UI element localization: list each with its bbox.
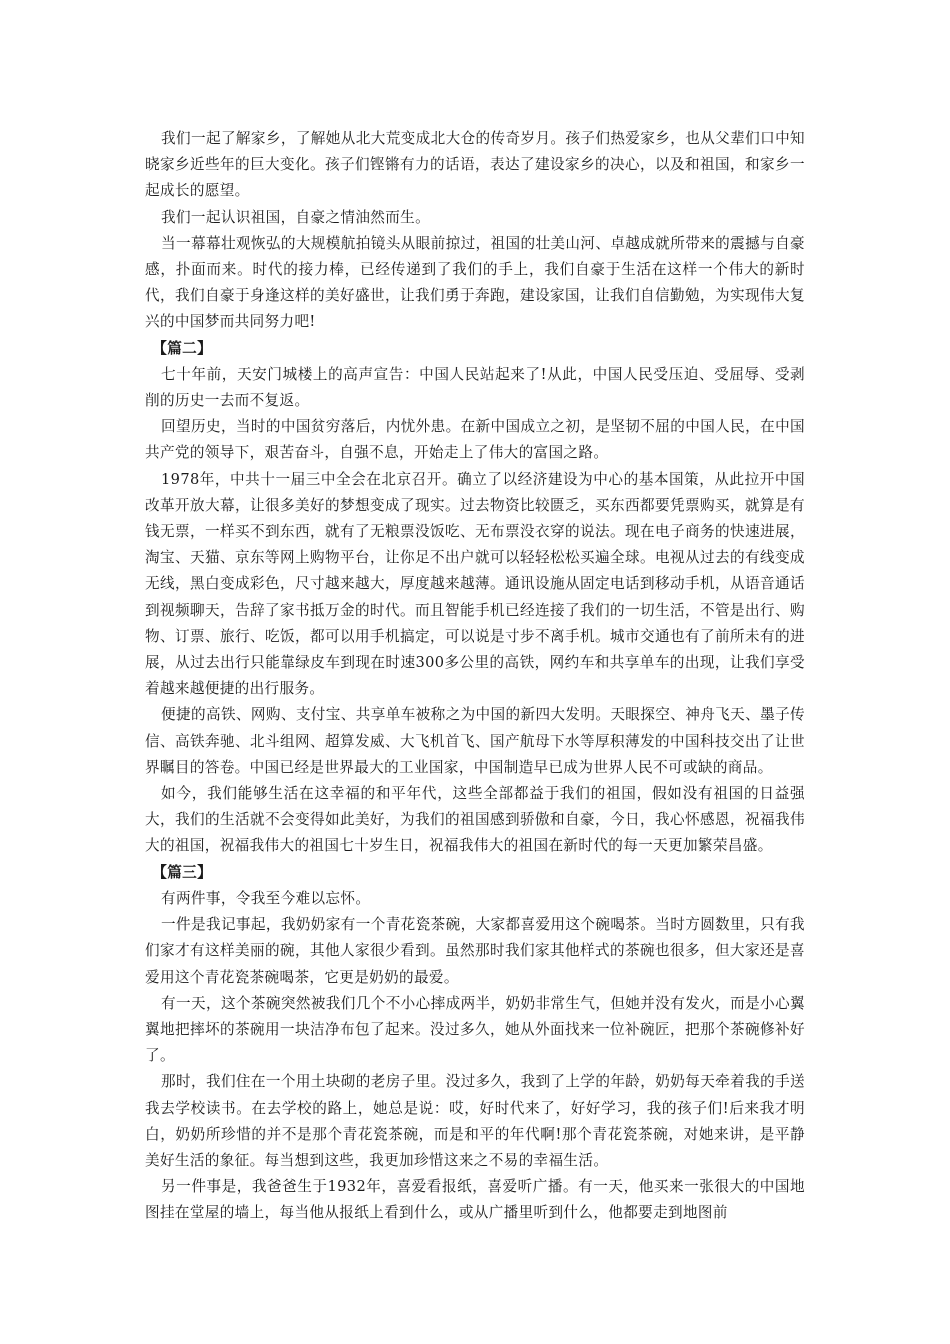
paragraph: 有两件事，令我至今难以忘怀。 bbox=[161, 889, 371, 907]
paragraph: 当一幕幕壮观恢弘的大规模航拍镜头从眼前掠过，祖国的壮美山河、卓越成就所带来的震撼与自豪感，扑面而来。时代的接力棒，已经传递到了我们的手上，我们自豪于生活在这样一个伟大的新时代，我们自豪于身逢这样的美好盛世，让我们勇于奔跑，建设家国，让我们自信勤勉，为实现伟大复兴的中国梦而共同努力吧! bbox=[145, 234, 805, 331]
document-page bbox=[145, 126, 805, 1227]
paragraph: 我们一起认识祖国，自豪之情油然而生。 bbox=[161, 208, 431, 226]
paragraph: 那时，我们住在一个用土块砌的老房子里。没过多久，我到了上学的年龄，奶奶每天牵着我的手送我去学校读书。在去学校的路上，她总是说：哎，好时代来了，好好学习，我的孩子们!后来我才明白，奶奶所珍惜的并不是那个青花瓷茶碗，而是和平的年代啊!那个青花瓷茶碗，对她来讲，是平静美好生活的象征。每当想到这些，我更加珍惜这来之不易的幸福生活。 bbox=[145, 1073, 805, 1169]
paragraph: 有一天，这个茶碗突然被我们几个不小心摔成两半，奶奶非常生气，但她并没有发火，而是小心翼翼地把摔坏的茶碗用一块洁净布包了起来。没过多久，她从外面找来一位补碗匠，把那个茶碗修补好了。 bbox=[145, 994, 805, 1065]
paragraph: 便捷的高铁、网购、支付宝、共享单车被称之为中国的新四大发明。天眼探空、神舟飞天、墨子传信、高铁奔驰、北斗组网、超算发威、大飞机首飞、国产航母下水等厚积薄发的中国科技交出了让世界瞩目的答卷。中国已经是世界最大的工业国家，中国制造早已成为世界人民不可或缺的商品。 bbox=[145, 706, 805, 776]
paragraph: 1978年，中共十一届三中全会在北京召开。确立了以经济建设为中心的基本国策，从此拉开中国改革开放大幕，让很多美好的梦想变成了现实。过去物资比较匮乏，买东西都要凭票购买，就算是有钱无票，一样买不到东西，就有了无粮票没饭吃、无布票没衣穿的说法。现在电子商务的快速进展，淘宝、天猫、京东等网上购物平台，让你足不出户就可以轻轻松松买遍全球。电视从过去的有线变成无线，黑白变成彩色，尺寸越来越大，厚度越来越薄。通讯设施从固定电话到移动手机，从语音通话到视频聊天，告辞了家书抵万金的时代。而且智能手机已经连接了我们的一切生活，不管是出行、购物、订票、旅行、吃饭，都可以用手机搞定，可以说是寸步不离手机。城市交通也有了前所未有的进展，从过去出行只能靠绿皮车到现在时速300多公里的高铁，网约车和共享单车的出现，让我们享受着越来越便捷的出行服务。 bbox=[145, 470, 805, 698]
paragraph: 一件是我记事起，我奶奶家有一个青花瓷茶碗，大家都喜爱用这个碗喝茶。当时方圆数里，只有我们家才有这样美丽的碗，其他人家很少看到。虽然那时我们家其他样式的茶碗也很多，但大家还是喜爱用这个青花瓷茶碗喝茶，它更是奶奶的最爱。 bbox=[145, 916, 805, 986]
section-heading-2: 【篇二】 bbox=[152, 339, 213, 357]
paragraph: 如今，我们能够生活在这幸福的和平年代，这些全部都益于我们的祖国，假如没有祖国的日益强大，我们的生活就不会变得如此美好，为我们的祖国感到骄傲和自豪，今日，我心怀感恩，祝福我伟大的祖国，祝福我伟大的祖国七十岁生日，祝福我伟大的祖国在新时代的每一天更加繁荣昌盛。 bbox=[145, 785, 805, 855]
paragraph: 另一件事是，我爸爸生于1932年，喜爱看报纸，喜爱听广播。有一天，他买来一张很大的中国地图挂在堂屋的墙上，每当他从报纸上看到什么，或从广播里听到什么，他都要走到地图前 bbox=[145, 1178, 805, 1222]
paragraph: 我们一起了解家乡，了解她从北大荒变成北大仓的传奇岁月。孩子们热爱家乡，也从父辈们口中知晓家乡近些年的巨大变化。孩子们铿锵有力的话语，表达了建设家乡的决心，以及和祖国，和家乡一起成长的愿望。 bbox=[145, 130, 805, 200]
paragraph: 七十年前，天安门城楼上的高声宣告：中国人民站起来了!从此，中国人民受压迫、受屈辱、受剥削的历史一去而不复返。 bbox=[145, 365, 805, 410]
section-heading-3: 【篇三】 bbox=[152, 863, 213, 881]
paragraph: 回望历史，当时的中国贫穷落后，内忧外患。在新中国成立之初，是坚韧不屈的中国人民，在中国共产党的领导下，艰苦奋斗，自强不息，开始走上了伟大的富国之路。 bbox=[145, 418, 805, 462]
